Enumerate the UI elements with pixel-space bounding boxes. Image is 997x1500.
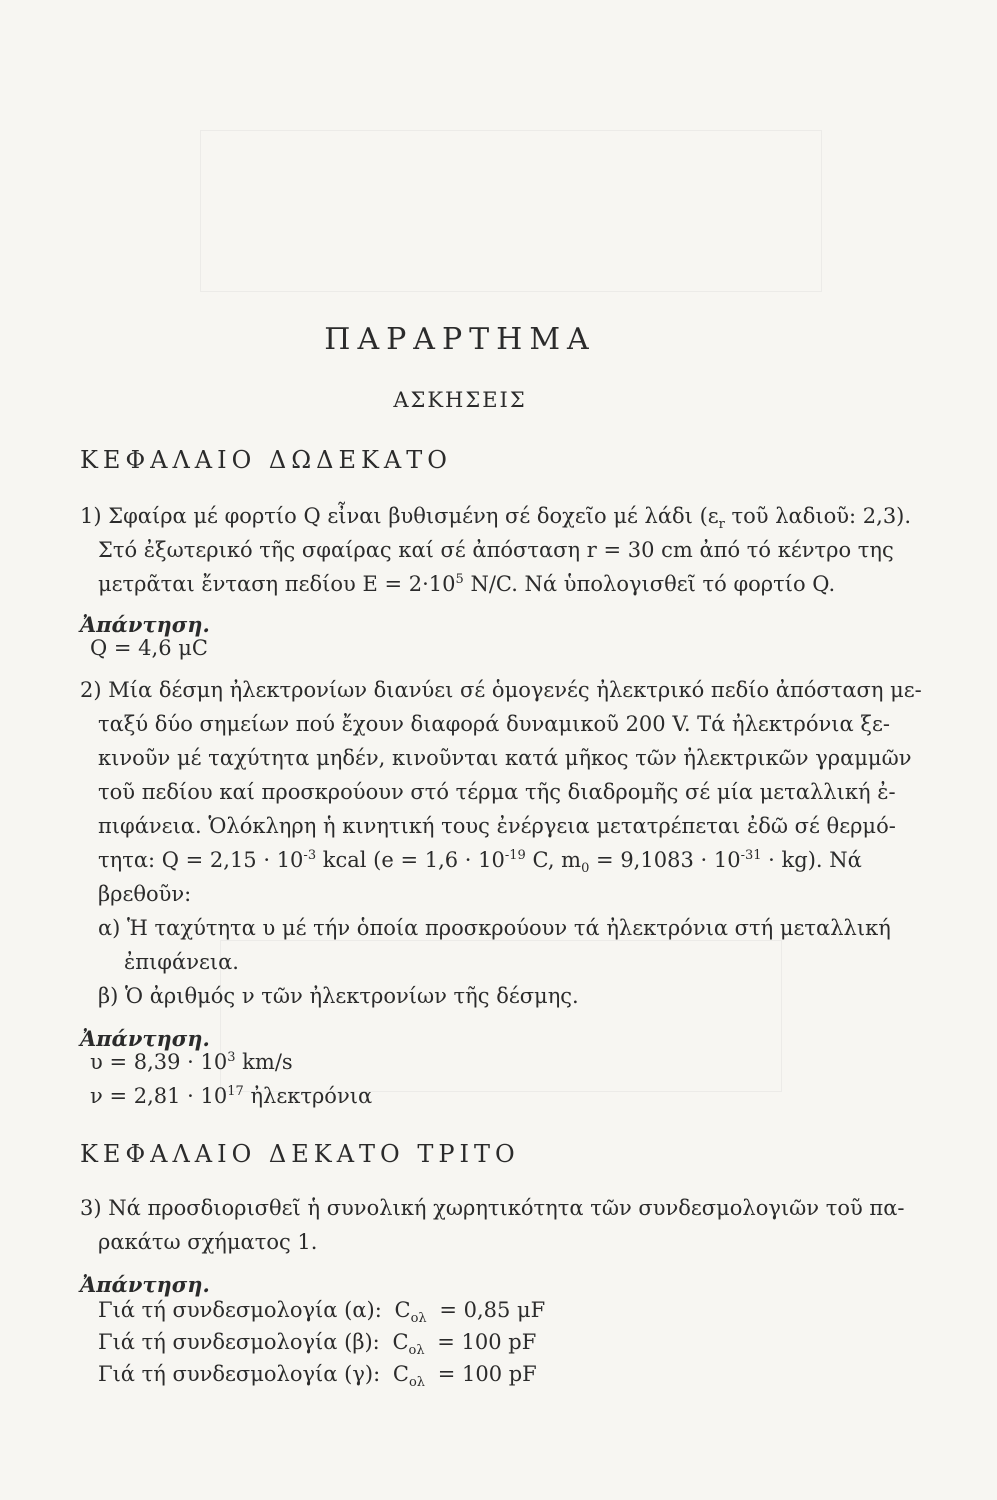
problem-2-line-2: ταξύ δύο σημείων πού ἔχουν διαφορά δυναμικοῦ 200 V. Τά ἠλεκτρόνια ξε- bbox=[98, 712, 890, 736]
text-fragment: · kg). Νά bbox=[761, 848, 862, 872]
problem-3-line-1: 3) Νά προσδιορισθεῖ ἡ συνολική χωρητικότητα τῶν συνδεσμολογιῶν τοῦ πα- bbox=[80, 1196, 905, 1220]
text-fragment: ν = 2,81 · 10 bbox=[90, 1084, 228, 1108]
problem-1-line-3 bbox=[98, 572, 835, 596]
subscript: ολ bbox=[408, 1343, 425, 1359]
problem-2-line-3: κινοῦν μέ ταχύτητα μηδέν, κινοῦνται κατά μῆκος τῶν ἠλεκτρικῶν γραμμῶν bbox=[98, 746, 912, 770]
text-fragment: 1) Σφαίρα μέ φορτίο Q εἶναι βυθισμένη σέ δοχεῖο μέ λάδι (ε bbox=[80, 504, 719, 528]
superscript: -19 bbox=[504, 848, 526, 863]
answer-3-value: = 100 pF bbox=[437, 1330, 537, 1354]
superscript: -3 bbox=[303, 848, 317, 863]
superscript: 17 bbox=[227, 1084, 244, 1099]
chapter-heading-12: ΚΕΦΑΛΑΙΟ ΔΩΔΕΚΑΤΟ bbox=[80, 446, 452, 474]
text-fragment: ἠλεκτρόνια bbox=[243, 1084, 373, 1108]
show-through-trace bbox=[220, 940, 782, 1092]
text-fragment: km/s bbox=[235, 1050, 293, 1074]
answer-3-value: = 0,85 μF bbox=[439, 1298, 546, 1322]
answer-3-label: Γιά τή συνδεσμολογία (α): bbox=[98, 1298, 382, 1322]
page-title: ΠΑΡΑΡΤΗΜΑ bbox=[324, 322, 596, 357]
problem-2-line-6 bbox=[98, 848, 862, 877]
show-through-trace bbox=[200, 130, 822, 292]
text-fragment: τητα: Q = 2,15 · 10 bbox=[98, 848, 304, 872]
text-fragment: kcal (e = 1,6 · 10 bbox=[316, 848, 505, 872]
text-fragment: υ = 8,39 · 10 bbox=[90, 1050, 228, 1074]
text-fragment: = 9,1083 · 10 bbox=[589, 848, 741, 872]
problem-2-item-b: β) Ὁ ἀριθμός ν τῶν ἠλεκτρονίων τῆς δέσμης. bbox=[98, 984, 579, 1008]
text-fragment: μετρᾶται ἔνταση πεδίου E = 2·10 bbox=[98, 572, 456, 596]
answer-3-row bbox=[98, 1330, 537, 1359]
problem-2-line-5: πιφάνεια. Ὁλόκληρη ἡ κινητική τους ἐνέργεια μετατρέπεται ἐδῶ σέ θερμό- bbox=[98, 814, 896, 838]
capacitance-symbol: C bbox=[392, 1330, 409, 1354]
superscript: 3 bbox=[227, 1050, 236, 1065]
superscript: -31 bbox=[740, 848, 762, 863]
answer-2-count bbox=[90, 1084, 372, 1108]
problem-1-line-1 bbox=[80, 504, 912, 533]
answer-3-label: Γιά τή συνδεσμολογία (γ): bbox=[98, 1362, 381, 1386]
chapter-heading-13: ΚΕΦΑΛΑΙΟ ΔΕΚΑΤΟ ΤΡΙΤΟ bbox=[80, 1140, 520, 1168]
problem-2-line-7: βρεθοῦν: bbox=[98, 882, 192, 906]
section-subtitle: ΑΣΚΗΣΕΙΣ bbox=[393, 388, 527, 412]
answer-label-3: Ἀπάντηση. bbox=[80, 1272, 210, 1297]
superscript: 5 bbox=[455, 572, 464, 587]
subscript: 0 bbox=[581, 861, 590, 877]
answer-3-row bbox=[98, 1362, 537, 1391]
answer-label-2: Ἀπάντηση. bbox=[80, 1026, 210, 1051]
problem-2-line-4: τοῦ πεδίου καί προσκρούουν στό τέρμα τῆς διαδρομῆς σέ μία μεταλλική ἐ- bbox=[98, 780, 896, 804]
answer-2-velocity bbox=[90, 1050, 293, 1074]
answer-3-row bbox=[98, 1298, 546, 1327]
answer-label-1: Ἀπάντηση. bbox=[80, 612, 210, 637]
capacitance-symbol: C bbox=[392, 1362, 409, 1386]
answer-3-label: Γιά τή συνδεσμολογία (β): bbox=[98, 1330, 380, 1354]
text-fragment: C, m bbox=[525, 848, 582, 872]
problem-2-item-a: α) Ἡ ταχύτητα υ μέ τήν ὁποία προσκρούουν τά ἠλεκτρόνια στή μεταλλική bbox=[98, 916, 891, 940]
capacitance-symbol: C bbox=[394, 1298, 411, 1322]
text-fragment: N/C. Νά ὑπολογισθεῖ τό φορτίο Q. bbox=[463, 572, 836, 596]
subscript: ολ bbox=[408, 1375, 426, 1391]
problem-2-line-1: 2) Μία δέσμη ἠλεκτρονίων διανύει σέ ὁμογενές ἠλεκτρικό πεδίο ἀπόσταση με- bbox=[80, 678, 922, 702]
problem-2-item-a-cont: ἐπιφάνεια. bbox=[124, 950, 239, 974]
subscript: r bbox=[718, 517, 725, 533]
text-fragment: τοῦ λαδιοῦ: 2,3). bbox=[724, 504, 912, 528]
answer-1: Q = 4,6 μC bbox=[90, 636, 208, 660]
subscript: ολ bbox=[410, 1311, 427, 1327]
answer-3-value: = 100 pF bbox=[437, 1362, 537, 1386]
problem-1-line-2: Στό ἐξωτερικό τῆς σφαίρας καί σέ ἀπόσταση r = 30 cm ἀπό τό κέντρο της bbox=[98, 538, 894, 562]
problem-3-line-2: ρακάτω σχήματος 1. bbox=[98, 1230, 318, 1254]
